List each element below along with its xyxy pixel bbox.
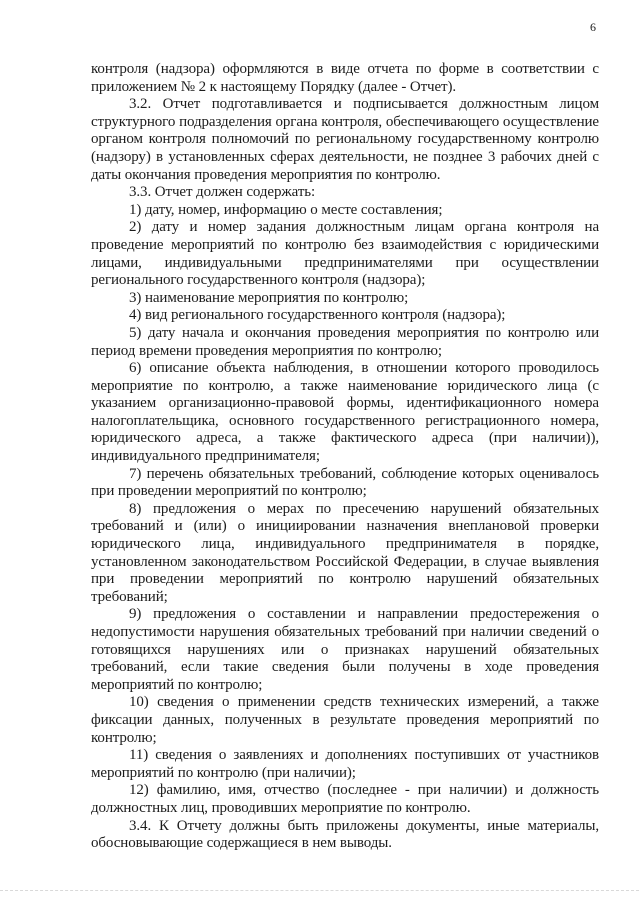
list-item-9: 9) предложения о составлении и направлении предостережения о недопустимости нарушения обязательных требований при наличии сведений о готовящихся нарушениях или о признаках нарушений обязательных требований, если такие сведения были получены в ходе проведения мероприятий по контролю; — [91, 606, 599, 693]
list-item-11: 11) сведения о заявлениях и дополнениях поступивших от участников мероприятий по контролю (при наличии); — [91, 747, 599, 781]
list-item-5: 5) дату начала и окончания проведения мероприятия по контролю или период времени проведения мероприятия по контролю; — [91, 324, 599, 359]
list-item-12: 12) фамилию, имя, отчество (последнее - при наличии) и должность должностных лиц, проводивших мероприятие по контролю. — [91, 782, 599, 816]
list-item-8: 8) предложения о мерах по пресечению нарушений обязательных требований и (или) о инициировании назначения внеплановой проверки юридического лица, индивидуального предпринимателя в порядке, установленном законодательством Российской Федерации, в случае выявления при проведении мероприятий по контролю нарушений обязательных требований; — [91, 500, 599, 605]
paragraph-continuation: контроля (надзора) оформляются в виде отчета по форме в соответствии с приложением № 2 к настоящему Порядку (далее - Отчет). — [91, 61, 599, 95]
paragraph-3-4: 3.4. К Отчету должны быть приложены документы, иные материалы, обосновывающие содержащиеся в нем выводы. — [91, 817, 599, 852]
list-item-3: 3) наименование мероприятия по контролю; — [129, 289, 409, 306]
list-item-7: 7) перечень обязательных требований, соблюдение которых оценивалось при проведении мероприятий по контролю; — [91, 465, 599, 500]
list-item-4: 4) вид регионального государственного контроля (надзора); — [129, 307, 506, 324]
paragraph-3-3: 3.3. Отчет должен содержать: — [129, 184, 316, 201]
list-item-1: 1) дату, номер, информацию о месте составления; — [129, 201, 443, 218]
document-body — [91, 61, 599, 853]
page-bottom-rule — [0, 890, 639, 891]
list-item-6: 6) описание объекта наблюдения, в отношении которого проводилось мероприятие по контролю, а также наименование юридического лица (с указанием организационно-правовой формы, идентификационного номера налогоплательщика, основного государственного регистрационного номера, юридического адреса, а также фактического адреса (при наличии)), индивидуального предпринимателя; — [91, 360, 599, 465]
page-number: 6 — [590, 20, 596, 34]
list-item-2: 2) дату и номер задания должностным лицам органа контроля на проведение мероприятий по контролю без взаимодействия с юридическими лицами, индивидуальными предпринимателями при осуществлении регионального государственного контроля (надзора); — [91, 219, 599, 289]
paragraph-3-2: 3.2. Отчет подготавливается и подписывается должностным лицом структурного подразделения органа контроля, обеспечивающего осуществление органом контроля полномочий по региональному государственному контролю (надзору) в установленных сферах деятельности, не позднее 3 рабочих дней с даты окончания проведения мероприятия по контролю. — [91, 96, 599, 183]
list-item-10: 10) сведения о применении средств технических измерений, а также фиксации данных, полученных в результате проведения мероприятий по контролю; — [91, 694, 599, 746]
